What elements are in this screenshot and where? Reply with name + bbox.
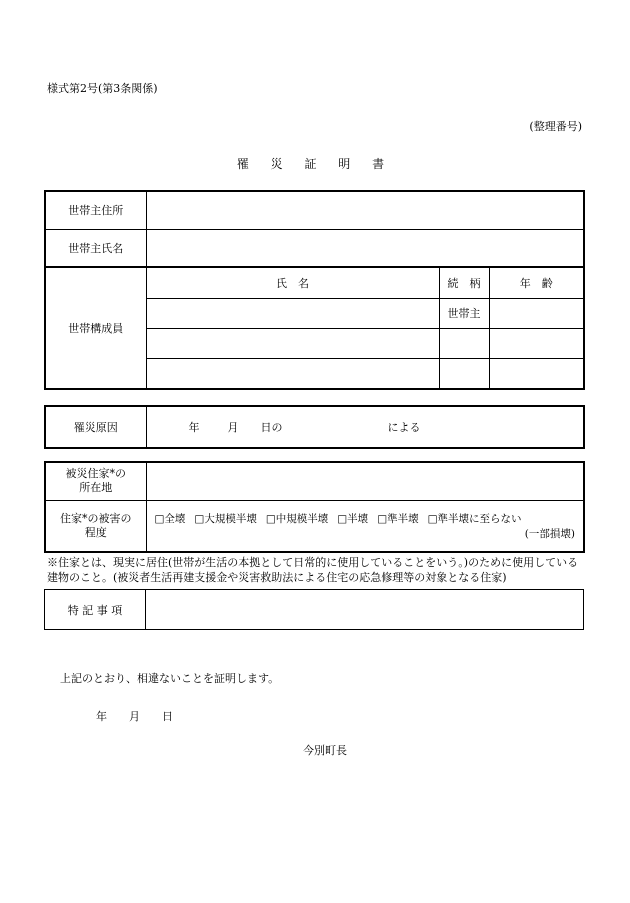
member-relation-field[interactable]	[439, 358, 489, 389]
partial-damage-note: (一部損壊)	[524, 527, 575, 540]
damage-table	[44, 461, 585, 553]
damaged-house-location-field[interactable]	[146, 462, 584, 500]
certification-statement: 上記のとおり、相違ないことを証明します。	[60, 672, 280, 685]
residence-footnote: ※住家とは、現実に居住(世帯が生活の本拠として日常的に使用していることをいう。)のために使用している建物のこと。(被災者生活再建支援金や災害救助法による住宅の応急修理等の対象となる住家)	[47, 556, 579, 584]
member-name-field[interactable]	[146, 328, 439, 358]
issuer-name: 今別町長	[303, 744, 347, 757]
damage-degree-field	[146, 500, 584, 552]
damage-option-below-semi-half[interactable]: □準半壊に至らない	[427, 512, 522, 525]
reference-number: (整理番号)	[529, 120, 582, 133]
remarks-label: 特 記 事 項	[45, 590, 146, 630]
damage-option-total[interactable]: □全壊	[154, 512, 186, 525]
year-label: 年	[188, 421, 200, 434]
damage-option-semi-half[interactable]: □準半壊	[377, 512, 419, 525]
form-number: 様式第2号(第3条関係)	[47, 82, 158, 95]
damage-option-medium-half[interactable]: □中規模半壊	[265, 512, 329, 525]
column-age-header: 年 齢	[489, 267, 584, 298]
member-age-field[interactable]	[489, 328, 584, 358]
column-relation-header: 続 柄	[439, 267, 489, 298]
month-label: 月	[227, 421, 239, 434]
damaged-house-location-label: 被災住家*の 所在地	[45, 462, 146, 500]
damage-option-large-half[interactable]: □大規模半壊	[194, 512, 257, 525]
member-relation-field[interactable]	[439, 328, 489, 358]
household-head-name-label: 世帯主氏名	[45, 229, 146, 267]
household-table	[44, 190, 585, 390]
member-name-field[interactable]	[146, 298, 439, 328]
member-relation-head: 世帯主	[439, 298, 489, 328]
disaster-cause-field[interactable]	[146, 406, 584, 448]
damage-option-half[interactable]: □半壊	[337, 512, 369, 525]
member-name-field[interactable]	[146, 358, 439, 389]
disaster-cause-table	[44, 405, 585, 449]
household-head-name-field[interactable]	[146, 229, 584, 267]
issue-date: 年 月 日	[96, 710, 173, 723]
disaster-cause-label: 罹災原因	[45, 406, 146, 448]
column-name-header: 氏 名	[146, 267, 439, 298]
damage-degree-label: 住家*の被害の 程度	[45, 500, 146, 552]
day-of-label: 日の	[260, 421, 283, 434]
member-age-field[interactable]	[489, 298, 584, 328]
remarks-table	[44, 589, 584, 630]
household-address-label: 世帯主住所	[45, 191, 146, 229]
remarks-field[interactable]	[146, 590, 584, 630]
household-address-field[interactable]	[146, 191, 584, 229]
household-members-label: 世帯構成員	[45, 267, 146, 389]
due-to-label: による	[387, 421, 421, 434]
document-title: 罹 災 証 明 書	[236, 157, 394, 171]
member-age-field[interactable]	[489, 358, 584, 389]
